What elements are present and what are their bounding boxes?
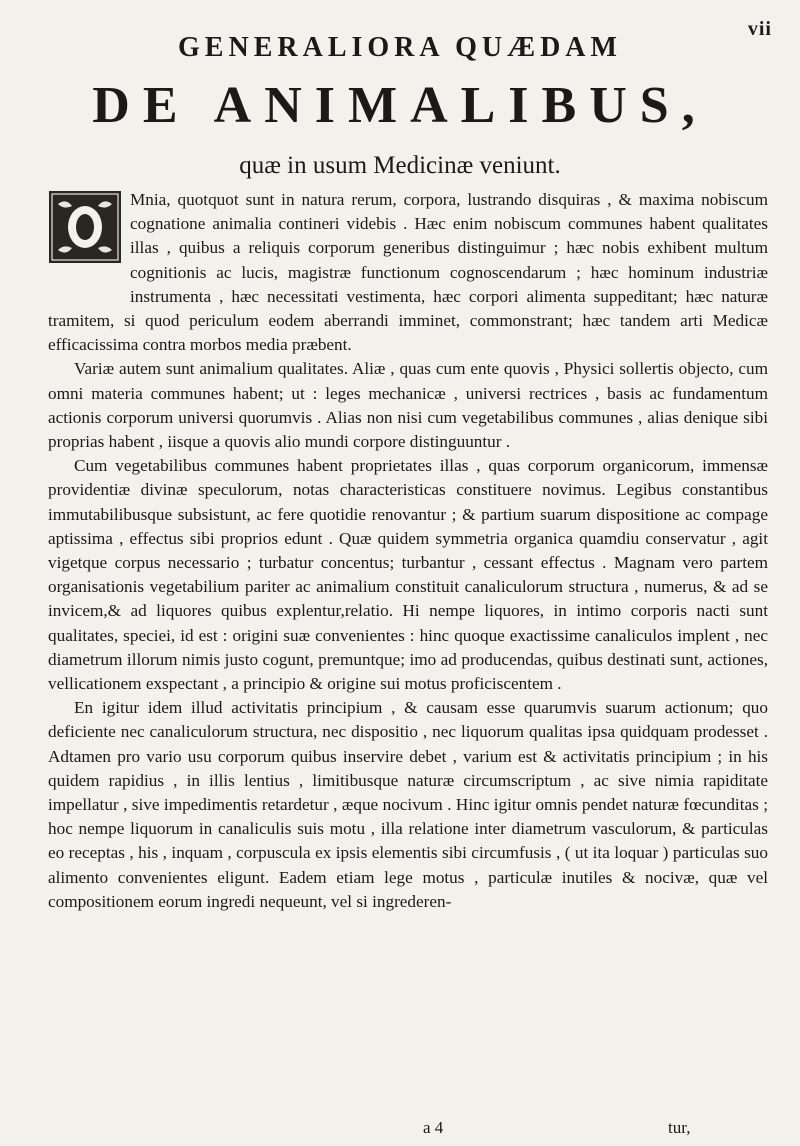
page-footer	[48, 1118, 768, 1142]
paragraph: Mnia, quotquot sunt in natura rerum, corpora, lustrando disquiras , & maxima nobiscum cognatione animalia contineri videbis . Hæc enim nobiscum communes habent qualitates illas , quibus a reliquis corporum generibus distinguimur ; hæc nobis exhibent multum cognitionis ac lucis, magistræ functionum cognoscendarum ; hæc hominum industriæ instrumenta , hæc necessitati vestimenta, hæc corpori alimenta suppeditant; hæc naturæ tramitem, si quod periculum eodem aberrandi imminet, commonstrant; hæc tandem arti Medicæ efficacissima contra morbos media præbent.	[48, 190, 768, 355]
page-subtitle: quæ in usum Medicinæ veniunt.	[239, 152, 561, 179]
catchword: tur,	[668, 1118, 691, 1137]
paragraph: En igitur idem illud activitatis principium , & causam esse quarumvis suarum actionum; quo deficiente nec canaliculorum structura, nec dispositio , nec liquorum qualitas ipsa quidquam prodesset . Adtamen pro vario usu corporum quibus inservire debet , varium est & activitatis principium ; in his quidem rapidius , in illis lentius , limitibusque naturæ circumscriptum , ac sive nimia rapiditate impellatur , sive impedimentis retardetur , æque nocivum . Hinc igitur omnis pendet naturæ fœcunditas ; hoc nempe liquorum in canaliculis suis motu , illa relatione inter diametrum vasculorum, & particulas eo receptas , his , inquam , corpuscula ex ipsis elementis sibi circumfusis , ( ut ita loquar ) particulas suo alimento convenientes eligunt. Eadem etiam lege motus , particulæ inutiles & nocivæ, quæ vel compositionem eorum ingredi nequeunt, vel si ingrederen-	[48, 698, 768, 911]
heading-line-2: DE ANIMALIBUS,	[92, 77, 708, 134]
heading-line-1: GENERALIORA QUÆDAM	[178, 32, 622, 63]
page-folio: vii	[747, 18, 772, 40]
paragraph: Variæ autem sunt animalium qualitates. Aliæ , quas cum ente quovis , Physici sollertis objecto, cum omni materia communes habent; ut : leges mechanicæ , universi rectrices , basis ac fundamentum actionis corporum universi quorumvis . Alias non nisi cum vegetabilibus communes , alias denique sibi proprias habent , iisque a quovis alio mundi corpore distinguuntur .	[48, 359, 768, 452]
dropcap-letter: O	[85, 230, 86, 231]
paragraph: Cum vegetabilibus communes habent proprietates illas , quas corporum organicorum, immensæ providentiæ divinæ speculorum, notas characteristicas constituere novimus. Legibus constantibus immutabilibusque subsistunt, ac fere quotidie renovantur ; & partium suarum dispositione ac compage aptissima , effectus sibi proprios edunt . Quæ quidem symmetria organica quamdiu conservatur , agit vigetque corpus necessario ; turbatur concentus; turbantur , cessant effectus . Magnam vero partem organisationis vegetabilium pariter ac animalium constituit canaliculorum structura , numerus, & ad se invicem,& ad liquores quibus explentur,relatio. Hi nempe liquores, in intimo corporis nacti sunt qualitates, speciei, id est : origini suæ convenientes : hinc quoque exactissime canaliculos implent , nec diametrum illorum nimis justo cogunt, premuntque; imo ad producendas, quibus destinati sunt, actiones, vellicationem exspectant , a principio & origine sui motus proficiscentem .	[48, 456, 768, 694]
body-text	[48, 188, 768, 914]
signature-mark: a 4	[423, 1118, 444, 1137]
